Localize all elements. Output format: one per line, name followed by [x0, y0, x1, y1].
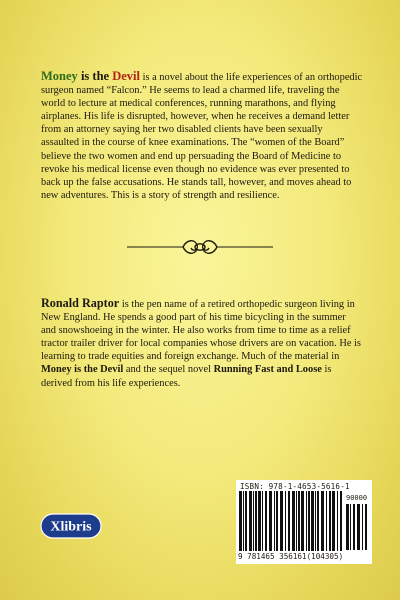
- synopsis-paragraph: [41, 70, 363, 202]
- book-title-1: Money is the Devil: [41, 364, 124, 376]
- barcode-suffix: (104305): [306, 552, 344, 561]
- logo-text: Xlibris: [50, 519, 92, 535]
- author-name: Ronald Raptor: [41, 296, 120, 310]
- barcode-bars: [239, 491, 345, 553]
- author-bio-paragraph: [41, 297, 363, 390]
- isbn-barcode: [236, 480, 372, 564]
- title-word-is-the: is the: [77, 69, 113, 83]
- barcode-digits: [238, 552, 343, 561]
- ornament-divider-icon: [125, 236, 275, 258]
- addon-bars: [346, 504, 370, 550]
- xlibris-logo: [40, 513, 102, 539]
- price-code: 90000: [346, 494, 368, 502]
- isbn-label: ISBN: 978-1-4653-5616-1: [240, 482, 350, 491]
- title-word-devil: Devil: [112, 69, 140, 83]
- bio-text-3: is derived from his life experiences.: [41, 364, 332, 389]
- barcode-number: 9 781465 356161: [238, 552, 307, 561]
- synopsis-text: is a novel about the life experiences of an orthopedic surgeon named “Falcon.” He seems to lead a charmed life, traveling the world to lecture at medical conferences, running marathons, and flying airplanes. His life is disrupted, however, when he receives a demand letter from an attorney saying her two disabled clients have been sexually assaulted in the course of knee examinations. The “women of the Board” believe the two women and end up persuading the Board of Medicine to revoke his medical license even though no evidence was ever presented to back up the false accusations. He stands tall, however, and moves ahead to new adventures. This is a story of strength and resilience.: [41, 72, 363, 201]
- book-title-2: Running Fast and Loose: [213, 364, 322, 376]
- bio-text-2: and the sequel novel: [123, 364, 214, 376]
- bio-text-1: is the pen name of a retired orthopedic surgeon living in New England. He spends a good part of his time bicycling in the summer and snowshoeing in the winter. He also works from time to time as a relief tractor trailer driver for local companies whose drivers are on vacation. He is learning to trade equities and foreign exchange. Much of the material in: [41, 299, 361, 363]
- title-word-money: Money: [41, 69, 78, 83]
